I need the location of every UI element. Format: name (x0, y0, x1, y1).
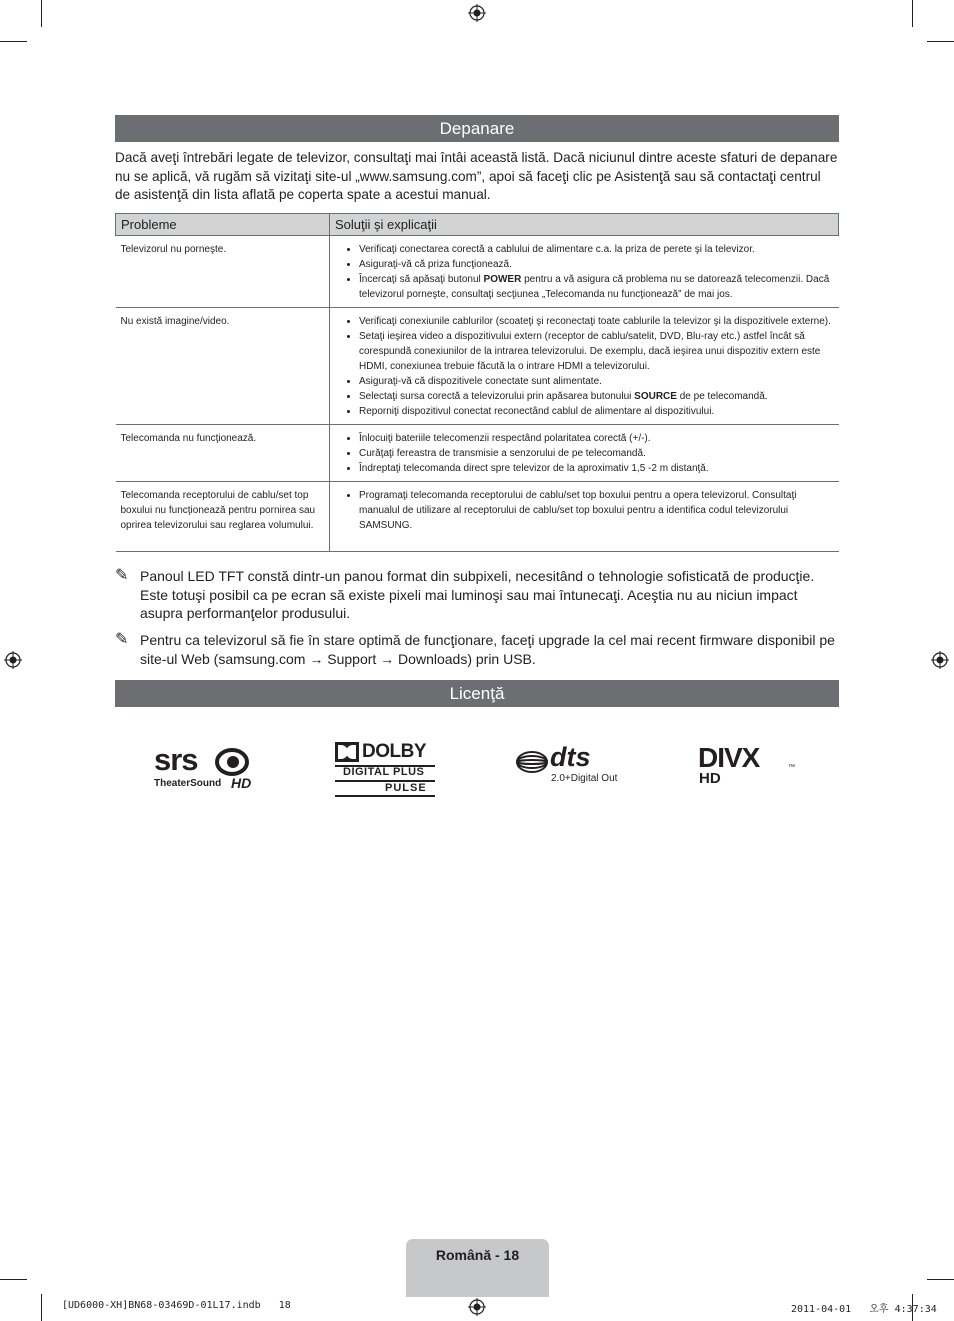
solution-item: • Înlocuiţi bateriile telecomenzii respectând polaritatea corectă (+/-). (359, 431, 834, 446)
crop-mark (927, 1279, 954, 1280)
note-pencil-icon: ✎ (115, 567, 129, 584)
solution-item: • Asiguraţi-vă că priza funcţionează. (359, 257, 834, 272)
page-number-label: Română - 18 (435, 1247, 520, 1263)
solution-item: • Verificaţi conexiunile cablurilor (scoateţi şi reconectaţi toate cablurile la televizor şi la dispozitivele externe). (359, 314, 834, 329)
srs-logo-text: srs (154, 742, 198, 777)
problem-cell: Televizorul nu porneşte. (116, 236, 330, 308)
note-item (115, 631, 839, 668)
dts-wave-icon (516, 751, 548, 773)
solution-item: • Programaţi telecomanda receptorului de cablu/set top boxului pentru a opera televizorul. Consultaţi manualul de utilizare al receptorului de cablu/set top boxului pentru a identifica codul televizorului SAMSUNG. (359, 488, 834, 533)
crop-mark (912, 0, 913, 27)
table-row (116, 236, 839, 308)
problem-cell: Telecomanda nu funcţionează. (116, 425, 330, 482)
button-name-emphasis: POWER (483, 274, 522, 285)
print-timestamp: 2011-04-01 오후 4:37:34 (791, 1304, 937, 1315)
dts-text: dts (550, 742, 591, 772)
note-item (115, 567, 839, 623)
solutions-cell (330, 425, 839, 482)
troubleshooting-table (115, 213, 839, 552)
section-title-licenta: Licenţă (115, 680, 839, 707)
button-name-emphasis: SOURCE (634, 391, 677, 402)
solution-item: • Încercaţi să apăsaţi butonul POWER pentru a vă asigura că problema nu se datorează telecomenzii. Dacă televizorul porneşte, consultaţi secţiunea „Telecomanda nu funcţionează” de mai jos. (359, 272, 834, 302)
solution-item: • Verificaţi conectarea corectă a cablului de alimentare c.a. la priza de perete şi la televizor. (359, 242, 834, 257)
dolby-digital-plus-pulse-logo (335, 742, 435, 796)
crop-mark (41, 1294, 42, 1321)
solutions-cell (330, 482, 839, 552)
section-title-depanare: Depanare (115, 115, 839, 142)
divx-hd-logo (698, 742, 798, 788)
solution-item: • Asiguraţi-vă că dispozitivele conectate sunt alimentate. (359, 374, 834, 389)
table-row (116, 425, 839, 482)
dolby-digital-plus-text: DIGITAL PLUS (343, 766, 425, 778)
dolby-pulse-text: PULSE (385, 782, 427, 794)
solutions-list (335, 242, 834, 302)
table-header-row (116, 214, 839, 236)
crop-mark (927, 41, 954, 42)
table-row (116, 482, 839, 552)
note-text: Panoul LED TFT constă dintr-un panou format din subpixeli, necesitând o tehnologie sofisticată de producţie. Este totuşi posibil ca pe ecran să existe pixeli mai luminoşi sau mai întunecaţi. Aceştia nu au niciun impact asupra performanţelor produsului. (140, 568, 815, 621)
crop-mark (0, 1279, 27, 1280)
page-number-tab (406, 1239, 549, 1297)
divx-tm-text: ™ (788, 764, 795, 771)
dts-logo (516, 742, 626, 788)
crop-mark (0, 41, 27, 42)
registration-mark-icon (468, 1298, 486, 1316)
solutions-cell (330, 236, 839, 308)
registration-mark-icon (468, 4, 486, 22)
srs-theatersound-text: TheaterSound (154, 778, 222, 789)
problem-cell: Telecomanda receptorului de cablu/set top boxului nu funcţionează pentru pornirea sau oprirea televizorului sau reglarea volumului. (116, 482, 330, 552)
solution-item: • Setaţi ieşirea video a dispozitivului extern (receptor de cablu/satelit, DVD, Blu-ray etc.) astfel încât să corespundă conexiunilor de la intrarea televizorului. De exemplu, dacă ieşirea unui dispozitiv extern este HDMI, conexiunea trebuie făcută la o intrare HDMI a televizorului. (359, 329, 834, 374)
srs-circle-icon (214, 747, 250, 777)
registration-mark-icon (931, 651, 949, 669)
note-text: Pentru ca televizorul să fie în stare optimă de funcţionare, faceţi upgrade la cel mai recent firmware disponibil pe site-ul Web (samsung.com → Support → Downloads) prin USB. (140, 632, 835, 667)
divx-text: DIVX (698, 742, 760, 773)
problem-cell: Nu există imagine/video. (116, 308, 330, 425)
note-pencil-icon: ✎ (115, 631, 129, 648)
registration-mark-icon (4, 651, 22, 669)
solution-item: • Îndreptaţi telecomanda direct spre televizor de la aproximativ 1,5 -2 m distanţă. (359, 461, 834, 476)
solutions-list (335, 488, 834, 533)
solutions-list (335, 314, 834, 419)
srs-hd-text: HD (231, 775, 252, 791)
column-header-problems: Probleme (116, 214, 330, 236)
print-file-slug: [UD6000-XH]BN68-03469D-01L17.indb 18 (62, 1300, 291, 1311)
intro-paragraph: Dacă aveţi întrebări legate de televizor, consultaţi mai întâi această listă. Dacă niciunul dintre aceste sfaturi de depanare nu se aplică, vă rugăm să vizitaţi site-ul „www.samsung.com”, apoi să faceţi clic pe Asistenţă sau să contactaţi centrul de asistenţă din lista aflată pe coperta spate a acestui manual. (115, 150, 838, 202)
srs-theatersound-hd-logo (154, 742, 254, 791)
dolby-double-d-icon (335, 742, 359, 762)
solution-item: • Selectaţi sursa corectă a televizorului prin apăsarea butonului SOURCE de pe telecomandă. (359, 389, 834, 404)
dts-subtitle-text: 2.0+Digital Out (551, 773, 618, 784)
solutions-list (335, 431, 834, 476)
crop-mark (41, 0, 42, 27)
divx-hd-text: HD (699, 770, 721, 787)
column-header-solutions: Soluţii şi explicaţii (330, 214, 839, 236)
solution-item: • Reporniţi dispozitivul conectat reconectând cablul de alimentare al dispozitivului. (359, 404, 834, 419)
table-row (116, 308, 839, 425)
solutions-cell (330, 308, 839, 425)
solution-item: • Curăţaţi fereastra de transmisie a senzorului de pe telecomandă. (359, 446, 834, 461)
dolby-text: DOLBY (362, 741, 426, 762)
